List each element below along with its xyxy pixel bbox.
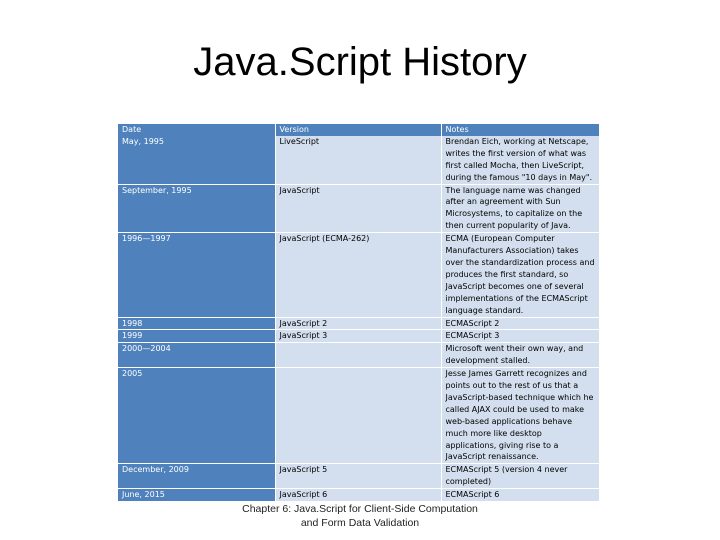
cell-date: 2005 <box>118 368 275 464</box>
cell-date: 1999 <box>118 330 275 343</box>
cell-date: June, 2015 <box>118 489 275 502</box>
table-row <box>118 464 599 489</box>
cell-date: 2000—2004 <box>118 343 275 368</box>
table-row <box>118 489 599 502</box>
cell-notes: The language name was changed after an agreement with Sun Microsystems, to capitalize on the then current popularity of Java. <box>441 184 599 233</box>
cell-version: JavaScript <box>275 184 441 233</box>
cell-notes: ECMAScript 3 <box>441 330 599 343</box>
cell-notes: ECMAScript 2 <box>441 317 599 330</box>
cell-date: 1996—1997 <box>118 233 275 317</box>
table-row <box>118 136 599 184</box>
cell-notes: ECMAScript 5 (version 4 never completed) <box>441 464 599 489</box>
slide-footer: Chapter 6: Java.Script for Client-Side Computation and Form Data Validation <box>242 503 478 529</box>
slide-title: Java.Script History <box>193 40 527 84</box>
cell-notes: Brendan Eich, working at Netscape, writes the first version of what was first called Mocha, then LiveScript, during the famous "10 days in May". <box>441 136 599 184</box>
column-header-notes: Notes <box>441 124 599 136</box>
cell-version: LiveScript <box>275 136 441 184</box>
table-row <box>118 343 599 368</box>
cell-notes: Jesse James Garrett recognizes and points out to the rest of us that a JavaScript-based technique which he called AJAX could be used to make web-based applications behave much more like desktop applications, giving rise to a JavaScript renaissance. <box>441 368 599 464</box>
table-row <box>118 368 599 464</box>
cell-version: JavaScript (ECMA-262) <box>275 233 441 317</box>
table-header-row <box>118 124 599 136</box>
column-header-version: Version <box>275 124 441 136</box>
table-row <box>118 330 599 343</box>
cell-date: September, 1995 <box>118 184 275 233</box>
cell-version <box>275 368 441 464</box>
column-header-date: Date <box>118 124 275 136</box>
cell-notes: Microsoft went their own way, and development stalled. <box>441 343 599 368</box>
cell-date: 1998 <box>118 317 275 330</box>
cell-notes: ECMA (European Computer Manufacturers Association) takes over the standardization process and produces the first standard, so JavaScript becomes one of several implementations of the ECMAScript language standard. <box>441 233 599 317</box>
cell-version: JavaScript 3 <box>275 330 441 343</box>
cell-version: JavaScript 5 <box>275 464 441 489</box>
cell-version: JavaScript 6 <box>275 489 441 502</box>
table-row <box>118 317 599 330</box>
cell-version <box>275 343 441 368</box>
cell-version: JavaScript 2 <box>275 317 441 330</box>
cell-date: May, 1995 <box>118 136 275 184</box>
cell-date: December, 2009 <box>118 464 275 489</box>
cell-notes: ECMAScript 6 <box>441 489 599 502</box>
table-row <box>118 184 599 233</box>
table-row <box>118 233 599 317</box>
history-table <box>118 124 599 502</box>
